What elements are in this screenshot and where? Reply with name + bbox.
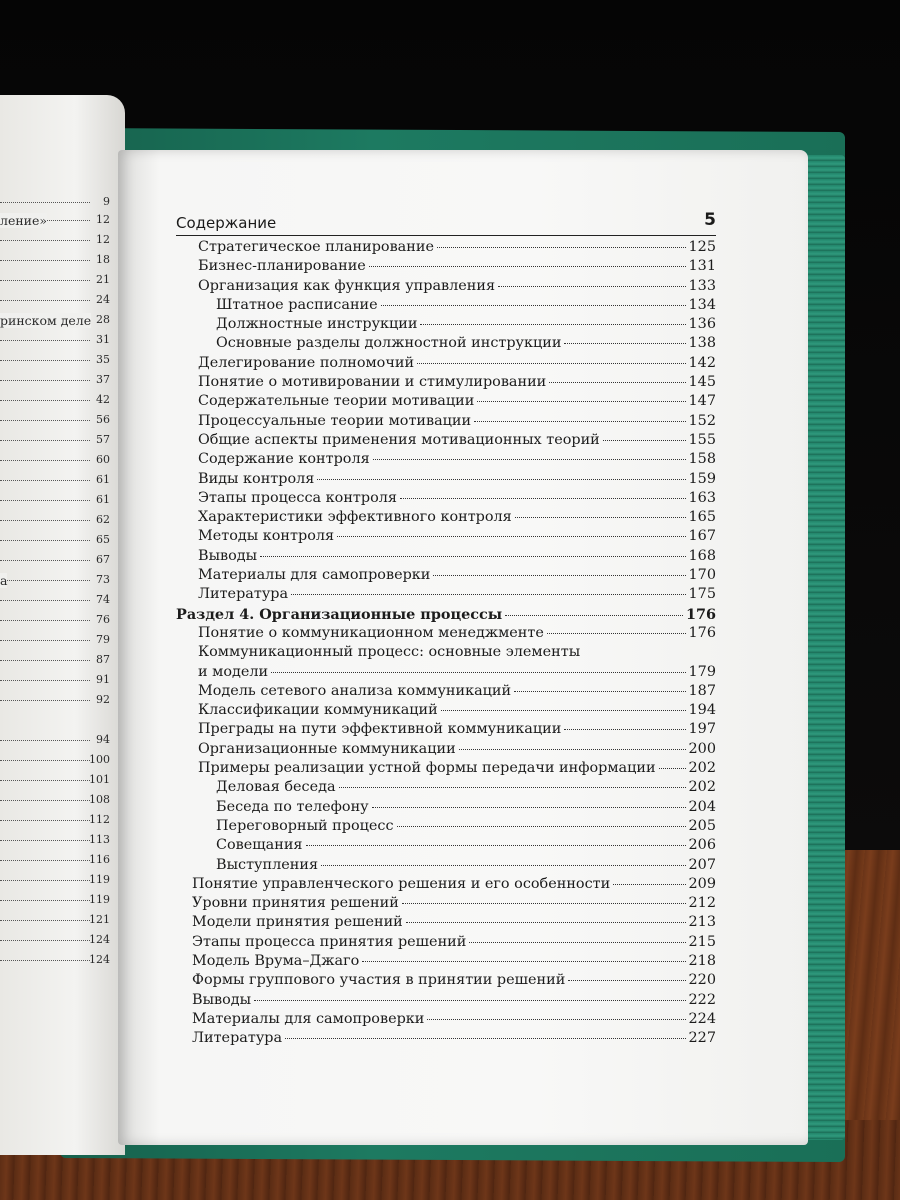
toc-entry [176,354,716,373]
toc-entry-page: 131 [688,258,716,275]
toc-entry [176,971,716,990]
dot-leader [317,479,685,480]
dot-leader [547,633,686,634]
dot-leader [0,840,90,841]
dot-leader [0,480,90,481]
dot-leader [0,340,90,341]
toc-entry [176,663,716,682]
left-page-entry-page: 67 [96,553,110,566]
toc-entry [176,759,716,778]
dot-leader [477,401,685,402]
dot-leader [549,382,685,383]
toc-entry [176,856,716,875]
dot-leader [459,749,686,750]
toc-entry-title: Выводы [192,991,252,1008]
toc-entry [176,566,716,585]
left-page-entry [0,833,120,849]
left-page-entry [0,473,120,489]
dot-leader [0,880,90,881]
left-page-entry [0,333,120,349]
toc-entry-title: Коммуникационный процесс: основные элементы [198,644,581,661]
toc-entry-page: 167 [688,528,716,545]
left-page-entry-page: 94 [96,733,110,746]
toc-entry [176,373,716,392]
left-page-entry-page: 76 [96,613,110,626]
left-page-entry-page: 42 [96,393,110,406]
left-page-entry [0,313,120,329]
left-page-entry [0,633,120,649]
toc-entry-page: 213 [688,914,716,931]
toc-entry [176,913,716,932]
left-page-entry [0,273,120,289]
left-page-entry-title: ление» [0,213,48,228]
toc-entry-title: Раздел 4. Организационные процессы [176,605,503,623]
left-page-entry [0,373,120,389]
left-page-entry [0,953,120,969]
left-page-entry-page: 12 [96,213,110,226]
dot-leader [0,860,90,861]
dot-leader [0,700,90,701]
dot-leader [0,900,90,901]
dot-leader [0,280,90,281]
dot-leader [400,498,686,499]
toc-entry-title: Материалы для самопроверки [192,1010,425,1027]
dot-leader [285,1038,685,1039]
dot-leader [0,202,90,203]
toc-entry-title: Понятие о коммуникационном менеджменте [198,624,544,641]
left-page-entry-page: 92 [96,693,110,706]
toc-entry [176,894,716,913]
dot-leader [417,363,685,364]
toc-entry [176,547,716,566]
toc-entry-page: 204 [688,798,716,815]
dot-leader [271,672,685,673]
toc-entry [176,392,716,411]
left-page-entry-page: 124 [89,953,110,966]
dot-leader [0,680,90,681]
left-page-entry-page: 65 [96,533,110,546]
toc-entry [176,277,716,296]
left-page-entry-page: 9 [103,195,110,208]
toc-entry [176,315,716,334]
dot-leader [433,575,685,576]
toc-entry-title: Преграды на пути эффективной коммуникации [198,721,562,738]
toc-entry-title: Модели принятия решений [192,914,403,931]
toc-entry [176,701,716,720]
toc-entry [176,412,716,431]
toc-entry-page: 194 [688,702,716,719]
toc-entry [176,527,716,546]
left-page-entry [0,753,120,769]
dot-leader [0,380,90,381]
left-page-entry [0,533,120,549]
dot-leader [321,865,686,866]
toc-entry [176,470,716,489]
toc-entry-title: Организационные коммуникации [198,740,456,757]
dot-leader [469,942,685,943]
toc-entry [176,624,716,643]
left-page-entry-page: 62 [96,513,110,526]
left-page-entry [0,253,120,269]
dot-leader [0,760,90,761]
toc-entry-title: Совещания [216,837,303,854]
toc-entry-page: 200 [688,740,716,757]
left-page-entry-page: 91 [96,673,110,686]
dot-leader [291,594,685,595]
left-page-entry-page: 56 [96,413,110,426]
toc-entry-title: Уровни принятия решений [192,895,399,912]
dot-leader [0,780,90,781]
dot-leader [0,260,90,261]
toc-entry-page: 207 [688,856,716,873]
dot-leader [498,286,685,287]
dot-leader [402,903,686,904]
toc-entry-title: Деловая беседа [216,779,336,796]
toc-entry-page: 158 [688,451,716,468]
toc-entry [176,817,716,836]
dot-leader [441,710,686,711]
right-page [118,150,808,1145]
dot-leader [0,660,90,661]
header-page-number: 5 [704,210,716,230]
toc-entry [176,778,716,797]
left-page-entry-page: 121 [89,913,110,926]
left-page-entry-page: 101 [89,773,110,786]
dot-leader [659,768,686,769]
toc-entry [176,605,716,624]
toc-entry-title: Виды контроля [198,470,315,487]
left-page-entry [0,613,120,629]
toc-entry-page: 138 [688,335,716,352]
toc-entry-title: Беседа по телефону [216,798,369,815]
toc-entry-page: 136 [688,316,716,333]
toc-entry-page: 142 [688,354,716,371]
toc-entry-page: 202 [688,779,716,796]
dot-leader [568,980,685,981]
toc-entry [176,1010,716,1029]
toc-entry-title: Понятие о мотивировании и стимулировании [198,374,547,391]
toc-entry-page: 155 [688,431,716,448]
toc-entry-title: Формы группового участия в принятии решений [192,972,566,989]
dot-leader [515,517,686,518]
dot-leader [514,691,685,692]
toc-entry-title: Должностные инструкции [216,316,418,333]
toc-entry [176,431,716,450]
dot-leader [564,343,685,344]
toc-entry-title: Классификации коммуникаций [198,702,438,719]
dot-leader [397,826,686,827]
toc-entry [176,450,716,469]
toc-entry-page: 206 [688,837,716,854]
toc-entry-title: Выступления [216,856,319,873]
left-page-entry [0,933,120,949]
dot-leader [406,922,686,923]
toc-entry-page: 212 [688,895,716,912]
dot-leader [0,460,90,461]
left-page-entry [0,513,120,529]
toc-entry-title: и модели [198,663,269,680]
dot-leader [0,520,90,521]
dot-leader [0,640,90,641]
toc-entry-title: Основные разделы должностной инструкции [216,335,562,352]
left-page-entry [0,293,120,309]
toc-entry-title: Характеристики эффективного контроля [198,509,512,526]
toc-entry-page: 168 [688,547,716,564]
toc-entry [176,836,716,855]
toc-entry-page: 215 [688,933,716,950]
toc-entry-page: 170 [688,567,716,584]
dot-leader [0,420,90,421]
left-page-entry-page: 119 [89,893,110,906]
dot-leader [474,421,685,422]
left-page-entry [0,873,120,889]
toc-entry-page: 187 [688,682,716,699]
dot-leader [0,560,90,561]
dot-leader [0,940,90,941]
running-header [176,210,716,236]
left-page-entry-page: 116 [89,853,110,866]
left-page-entry-page: 61 [96,473,110,486]
dot-leader [339,787,686,788]
toc-entry [176,1029,716,1048]
left-page-entry-title: ринском деле [0,313,92,328]
toc-entry [176,740,716,759]
toc-entry-title: Методы контроля [198,528,335,545]
left-page-entry [0,393,120,409]
toc-entry-page: 145 [688,374,716,391]
toc-entry-page: 159 [688,470,716,487]
toc-entry-title: Литература [198,586,289,603]
dot-leader [613,884,685,885]
toc-entry [176,682,716,701]
left-page-entry-page: 57 [96,433,110,446]
left-page-entry-page: 74 [96,593,110,606]
toc-entry-title: Стратегическое планирование [198,239,434,255]
toc-entry-page: 202 [688,760,716,777]
dot-leader [0,440,90,441]
left-page-entry-page: 60 [96,453,110,466]
toc-entry-title: Делегирование полномочий [198,354,415,371]
left-page-entry [0,733,120,749]
left-page-entry [0,773,120,789]
dot-leader [564,729,685,730]
left-page-entry [0,693,120,709]
toc-entry-page: 218 [688,952,716,969]
left-page-entry-page: 61 [96,493,110,506]
toc-entry-title: Содержательные теории мотивации [198,393,475,410]
left-page-entry-page: 119 [89,873,110,886]
left-page-entry [0,233,120,249]
left-page-entry-page: 79 [96,633,110,646]
toc-entry-title: Переговорный процесс [216,817,394,834]
toc-entry-title: Содержание контроля [198,451,370,468]
dot-leader [306,845,686,846]
toc-entry-page: 163 [688,489,716,506]
toc-entry [176,933,716,952]
dot-leader [0,600,90,601]
left-page-entry [0,893,120,909]
dot-leader [254,1000,685,1001]
left-page-entry [0,653,120,669]
toc-entry-page: 205 [688,817,716,834]
dot-leader [0,960,90,961]
dot-leader [437,247,686,248]
dot-leader [260,556,685,557]
left-page-entry-page: 35 [96,353,110,366]
toc-entry-title: Этапы процесса контроля [198,489,397,506]
dot-leader [0,580,90,581]
dot-leader [0,920,90,921]
toc-entry [176,296,716,315]
toc-entry-title: Бизнес-планирование [198,258,366,275]
dot-leader [420,324,685,325]
left-page-entry-title: а [0,573,8,588]
dot-leader [372,807,686,808]
left-page-entry [0,413,120,429]
left-page-entry-page: 87 [96,653,110,666]
dot-leader [337,536,685,537]
left-page-entry-page: 73 [96,573,110,586]
left-page-entry-page: 28 [96,313,110,326]
toc-entry [176,643,716,662]
left-page-entry [0,793,120,809]
left-page-entry [0,553,120,569]
toc-entry [176,585,716,604]
left-page-entry [0,673,120,689]
dot-leader [362,961,685,962]
dot-leader [0,620,90,621]
toc-entry-title: Организация как функция управления [198,277,496,294]
toc-entry-page: 220 [688,972,716,989]
toc-entry-title: Модель Врума–Джаго [192,952,360,969]
dot-leader [505,615,683,616]
toc-entry-page: 222 [688,991,716,1008]
page-block-edge [805,155,845,1140]
left-page-entry-page: 112 [89,813,110,826]
left-page-entry [0,593,120,609]
left-page-entry-page: 21 [96,273,110,286]
toc-entry-page: 152 [688,412,716,429]
dot-leader [0,300,90,301]
toc-entry [176,875,716,894]
toc-entry-page: 176 [688,624,716,641]
toc-entry-title: Штатное расписание [216,296,378,313]
dot-leader [0,240,90,241]
left-page-entry [0,493,120,509]
dot-leader [0,820,90,821]
toc-entry-title: Литература [192,1030,283,1047]
toc-entry-page: 197 [688,721,716,738]
table-of-contents [176,238,716,1048]
left-page-entry-page: 113 [89,833,110,846]
left-page-entry-page: 18 [96,253,110,266]
left-page-entry-page: 31 [96,333,110,346]
toc-entry-title: Общие аспекты применения мотивационных теорий [198,431,600,448]
dot-leader [0,740,90,741]
dot-leader [0,540,90,541]
left-page-entry [0,813,120,829]
header-title: Содержание [176,214,277,232]
dot-leader [0,500,90,501]
toc-entry [176,334,716,353]
toc-entry-page: 134 [688,296,716,313]
left-page-entry [0,213,120,229]
toc-entry-title: Процессуальные теории мотивации [198,412,472,429]
left-page-entry-page: 108 [89,793,110,806]
toc-entry-title: Материалы для самопроверки [198,567,431,584]
toc-entry-title: Примеры реализации устной формы передачи информации [198,760,656,777]
left-page-entry-page: 37 [96,373,110,386]
toc-entry [176,257,716,276]
toc-entry-page: 125 [688,239,716,255]
dot-leader [381,305,686,306]
dot-leader [0,800,90,801]
left-page-entry [0,353,120,369]
toc-entry-title: Модель сетевого анализа коммуникаций [198,682,512,699]
toc-entry-page: 175 [688,586,716,603]
left-page-entry [0,195,120,211]
left-page-entry-page: 24 [96,293,110,306]
toc-entry-title: Выводы [198,547,258,564]
toc-entry-page: 165 [688,509,716,526]
dot-leader [603,440,686,441]
toc-entry [176,952,716,971]
dot-leader [369,266,686,267]
toc-entry [176,238,716,257]
left-page-entry-page: 12 [96,233,110,246]
toc-entry [176,489,716,508]
left-page-entry [0,913,120,929]
dot-leader [427,1019,685,1020]
toc-entry-title: Понятие управленческого решения и его особенности [192,875,611,892]
left-page-entry [0,433,120,449]
dot-leader [373,459,686,460]
left-page-entry [0,573,120,589]
dot-leader [0,360,90,361]
toc-entry-page: 224 [688,1010,716,1027]
toc-entry-page: 209 [688,875,716,892]
toc-entry-page: 133 [688,277,716,294]
toc-entry [176,798,716,817]
toc-entry [176,720,716,739]
toc-entry-page: 227 [688,1030,716,1047]
left-page-entry-page: 124 [89,933,110,946]
left-page [0,95,125,1155]
toc-entry-title: Этапы процесса принятия решений [192,933,467,950]
left-page-entry-page: 100 [89,753,110,766]
toc-entry [176,508,716,527]
toc-entry-page: 147 [688,393,716,410]
left-page-entry [0,453,120,469]
toc-entry-page: 179 [688,663,716,680]
toc-entry [176,991,716,1010]
dot-leader [0,400,90,401]
left-page-entry [0,853,120,869]
toc-entry-page: 176 [685,605,716,623]
